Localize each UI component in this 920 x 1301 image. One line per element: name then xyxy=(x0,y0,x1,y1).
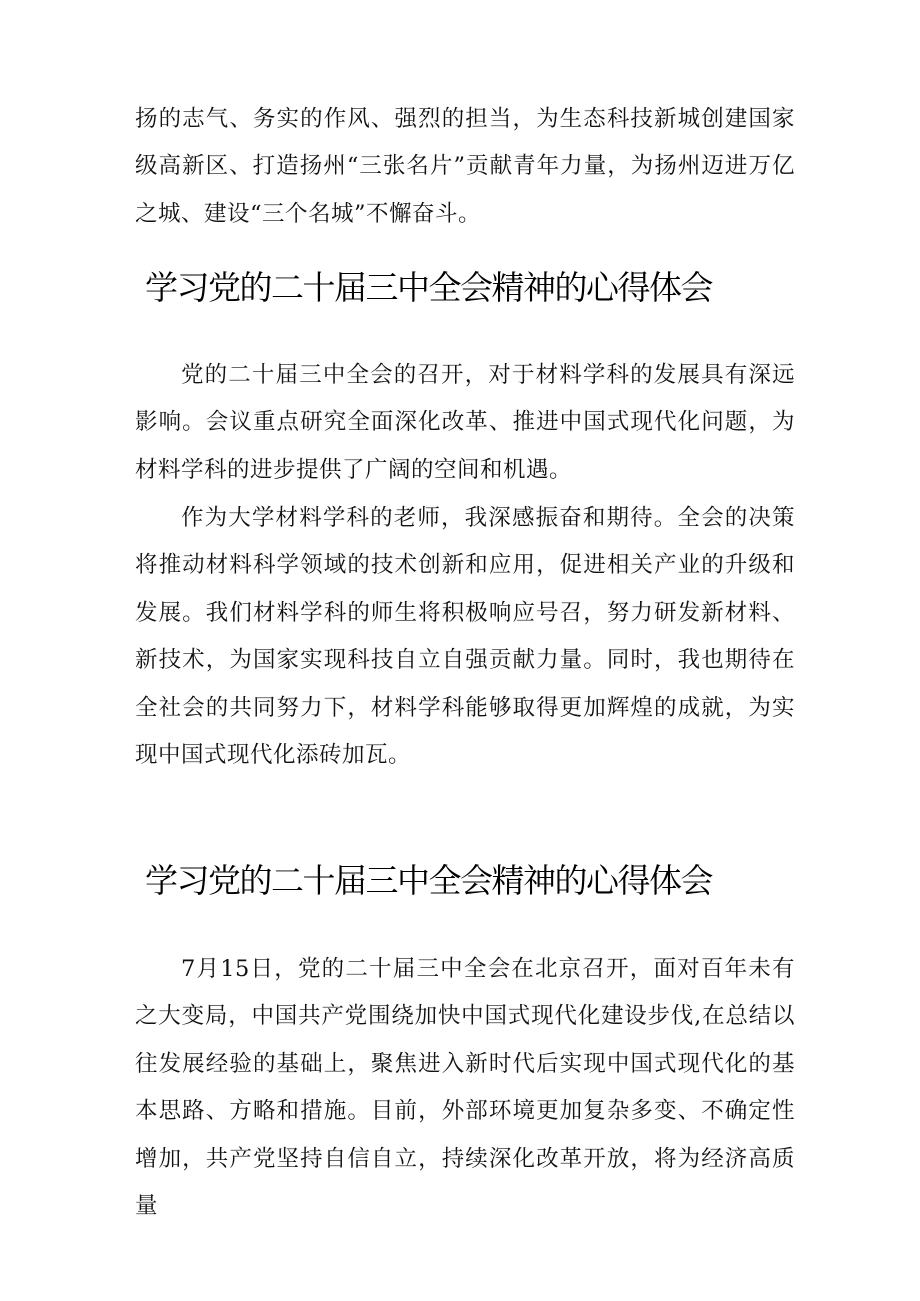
section-1-paragraph-2: 作为大学材料学科的老师，我深感振奋和期待。全会的决策将推动材料科学领域的技术创新和应用，促进相关产业的升级和发展。我们材料学科的师生将积极响应号召，努力研发新材料、新技术，为国家实现科技自立自强贡献力量。同时，我也期待在全社会的共同努力下，材料学科能够取得更加辉煌的成就，为实现中国式现代化添砖加瓦。 xyxy=(135,505,795,769)
section-2-title: 学习党的二十届三中全会精神的心得体会 xyxy=(145,861,712,900)
section-1-paragraph-1: 党的二十届三中全会的召开，对于材料学科的发展具有深远影响。会议重点研究全面深化改革、推进中国式现代化问题，为材料学科的进步提供了广阔的空间和机遇。 xyxy=(135,362,795,483)
section-1-title: 学习党的二十届三中全会精神的心得体会 xyxy=(145,268,712,307)
section-2-paragraph-1: 7月15日，党的二十届三中全会在北京召开，面对百年未有之大变局，中国共产党围绕加快中国式现代化建设步伐,在总结以往发展经验的基础上，聚焦进入新时代后实现中国式现代化的基本思路、方略和措施。目前，外部环境更加复杂多变、不确定性增加，共产党坚持自信自立，持续深化改革开放，将为经济高质量 xyxy=(135,956,795,1220)
intro-paragraph: 扬的志气、务实的作风、强烈的担当，为生态科技新城创建国家级高新区、打造扬州“三张名片”贡献青年力量，为扬州迈进万亿之城、建设“三个名城”不懈奋斗。 xyxy=(135,106,795,227)
